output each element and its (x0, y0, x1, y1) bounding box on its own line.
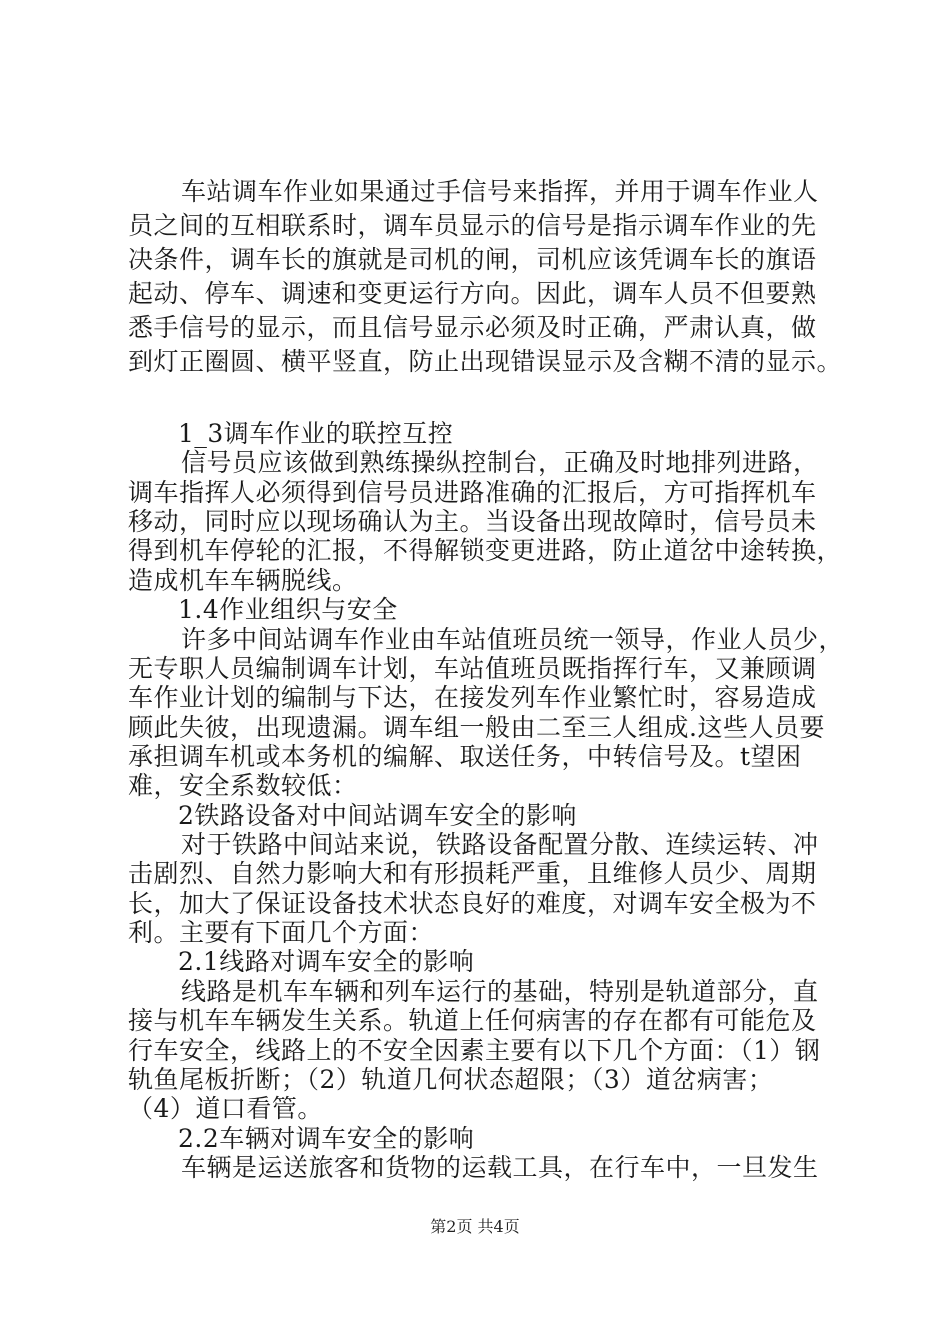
text-line: 调车指挥人必须得到信号员进路准确的汇报后，方可指挥机车 (128, 478, 817, 507)
section-heading: 1.4作业组织与安全 (178, 595, 398, 624)
text-line: 车站调车作业如果通过手信号来指挥，并用于调车作业人 (181, 177, 819, 206)
text-line: 移动，同时应以现场确认为主。当设备出现故障时，信号员未 (128, 507, 817, 536)
text-line: 接与机车车辆发生关系。轨道上任何病害的存在都有可能危及 (128, 1006, 817, 1035)
text-line: 员之间的互相联系时，调车员显示的信号是指示调车作业的先 (128, 211, 817, 240)
section-heading: 2铁路设备对中间站调车安全的影响 (178, 801, 577, 830)
text-line: 行车安全，线路上的不安全因素主要有以下几个方面：（1）钢 (128, 1036, 821, 1065)
text-line: 车作业计划的编制与下达，在接发列车作业繁忙时，容易造成 (128, 683, 817, 712)
page-number-footer: 第2页 共4页 (430, 1217, 520, 1236)
section-heading: 1_3调车作业的联控互控 (178, 419, 454, 448)
text-line: 长，加大了保证设备技术状态良好的难度，对调车安全极为不 (128, 889, 817, 918)
text-line: （4）道口看管。 (128, 1094, 323, 1123)
text-line: 悉手信号的显示，而且信号显示必须及时正确，严肃认真，做 (128, 313, 817, 342)
text-line: 信号员应该做到熟练操纵控制台，正确及时地排列进路， (181, 448, 819, 477)
text-line: 决条件，调车长的旗就是司机的闸，司机应该凭调车长的旗语 (128, 245, 817, 274)
text-line: 无专职人员编制调车计划，车站值班员既指挥行车，又兼顾调 (128, 654, 817, 683)
text-line: 顾此失彼，出现遗漏。调车组一般由二至三人组成.这些人员要 (128, 713, 825, 742)
text-line: 到灯正圈圆、横平竖直，防止出现错误显示及含糊不清的显示。 (128, 347, 843, 376)
section-heading: 2.1线路对调车安全的影响 (178, 947, 475, 976)
text-line: 车辆是运送旅客和货物的运载工具，在行车中，一旦发生 (181, 1153, 819, 1182)
text-line: 击剧烈、自然力影响大和有形损耗严重，且维修人员少、周期 (128, 859, 817, 888)
text-line: 线路是机车车辆和列车运行的基础，特别是轨道部分，直 (181, 977, 819, 1006)
text-line: 承担调车机或本务机的编解、取送任务，中转信号及。t望困 (128, 742, 802, 771)
text-line: 许多中间站调车作业由车站值班员统一领导，作业人员少， (181, 625, 845, 654)
text-line: 对于铁路中间站来说，铁路设备配置分散、连续运转、冲 (181, 830, 819, 859)
section-heading: 2.2车辆对调车安全的影响 (178, 1124, 475, 1153)
text-line: 起动、停车、调速和变更运行方向。因此，调车人员不但要熟 (128, 279, 817, 308)
text-line: 轨鱼尾板折断；（2）轨道几何状态超限；（3）道岔病害； (128, 1065, 774, 1094)
text-line: 造成机车车辆脱线。 (128, 566, 358, 595)
text-line: 利。主要有下面几个方面： (128, 918, 435, 947)
text-line: 得到机车停轮的汇报，不得解锁变更进路，防止道岔中途转换， (128, 536, 843, 565)
text-line: 难，安全系数较低： (128, 771, 358, 800)
